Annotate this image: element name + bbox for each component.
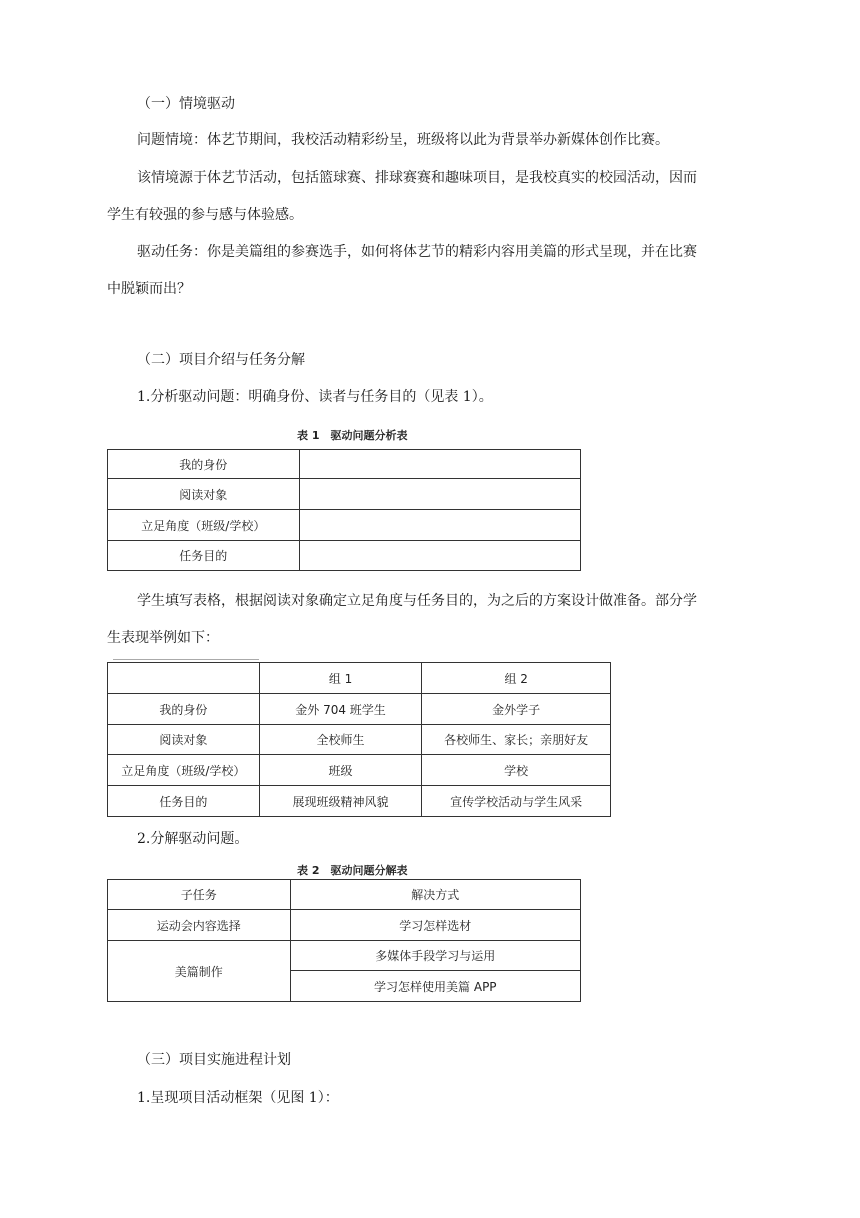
table-cell: 学校	[422, 755, 611, 786]
table-cell: 阅读对象	[108, 725, 260, 755]
table-cell-merged: 美篇制作	[108, 941, 291, 1002]
table-cell: 宣传学校活动与学生风采	[422, 786, 611, 817]
table-row	[108, 541, 581, 571]
paragraph-problem-situation: 问题情境：体艺节期间，我校活动精彩纷呈，班级将以此为背景举办新媒体创作比赛。	[137, 132, 669, 148]
table-cell: 运动会内容选择	[108, 910, 291, 941]
paragraph-situation-source-line2: 学生有较强的参与感与体验感。	[107, 207, 303, 223]
section-heading-2: （二）项目介绍与任务分解	[137, 352, 305, 368]
paragraph-driving-task-line1: 驱动任务：你是美篇组的参赛选手，如何将体艺节的精彩内容用美篇的形式呈现，并在比赛	[137, 244, 697, 260]
table-cell: 阅读对象	[108, 479, 300, 510]
table-cell: 班级	[259, 755, 422, 786]
table-cell: 全校师生	[259, 725, 422, 755]
table-header-cell: 组 1	[259, 663, 422, 694]
table-cell: 各校师生、家长；亲朋好友	[422, 725, 611, 755]
table-row	[108, 694, 611, 725]
table-row	[108, 725, 611, 755]
table-cell-empty	[299, 541, 580, 571]
list-item-framework: 1.呈现项目活动框架（见图 1）：	[137, 1090, 339, 1106]
list-item-decompose: 2.分解驱动问题。	[137, 831, 249, 847]
table-row	[108, 786, 611, 817]
table-cell-empty	[299, 510, 580, 541]
table-row	[108, 450, 581, 479]
table-cell-empty	[299, 450, 580, 479]
table-cell: 学习怎样使用美篇 APP	[290, 971, 580, 1002]
table-cell: 我的身份	[108, 450, 300, 479]
paragraph-driving-task-line2: 中脱颖而出？	[107, 281, 191, 297]
table-header-row	[108, 663, 611, 694]
table-cell: 任务目的	[108, 541, 300, 571]
table-row	[108, 910, 581, 941]
table-top-stub-line	[113, 659, 259, 660]
table-cell: 金外学子	[422, 694, 611, 725]
table-row	[108, 510, 581, 541]
table-cell: 展现班级精神风貌	[259, 786, 422, 817]
section-heading-1: （一）情境驱动	[137, 96, 235, 112]
paragraph-situation-source-line1: 该情境源于体艺节活动，包括篮球赛、排球赛赛和趣味项目，是我校真实的校园活动，因而	[137, 170, 697, 186]
table-cell: 学习怎样选材	[290, 910, 580, 941]
table-header-row	[108, 880, 581, 910]
table-cell-empty	[299, 479, 580, 510]
table-driving-question-decomposition	[107, 879, 581, 1002]
table-driving-question-analysis	[107, 449, 581, 571]
paragraph-student-fill-line2: 生表现举例如下：	[107, 630, 219, 646]
table-header-cell: 子任务	[108, 880, 291, 910]
table1-caption: 表 1 驱动问题分析表	[297, 429, 408, 442]
table-header-cell: 解决方式	[290, 880, 580, 910]
table-cell: 多媒体手段学习与运用	[290, 941, 580, 971]
table-header-cell	[108, 663, 260, 694]
table-row	[108, 479, 581, 510]
table-cell: 立足角度（班级/学校）	[108, 510, 300, 541]
paragraph-student-fill-line1: 学生填写表格，根据阅读对象确定立足角度与任务目的，为之后的方案设计做准备。部分学	[137, 593, 697, 609]
table-cell: 任务目的	[108, 786, 260, 817]
table-cell: 立足角度（班级/学校）	[108, 755, 260, 786]
table-cell: 金外 704 班学生	[259, 694, 422, 725]
table2-caption: 表 2 驱动问题分解表	[297, 864, 408, 877]
table-row	[108, 755, 611, 786]
table-row	[108, 941, 581, 971]
list-item-analyze: 1.分析驱动问题：明确身份、读者与任务目的（见表 1）。	[137, 389, 493, 405]
table-cell: 我的身份	[108, 694, 260, 725]
table-student-examples	[107, 662, 611, 817]
table-header-cell: 组 2	[422, 663, 611, 694]
section-heading-3: （三）项目实施进程计划	[137, 1052, 291, 1068]
